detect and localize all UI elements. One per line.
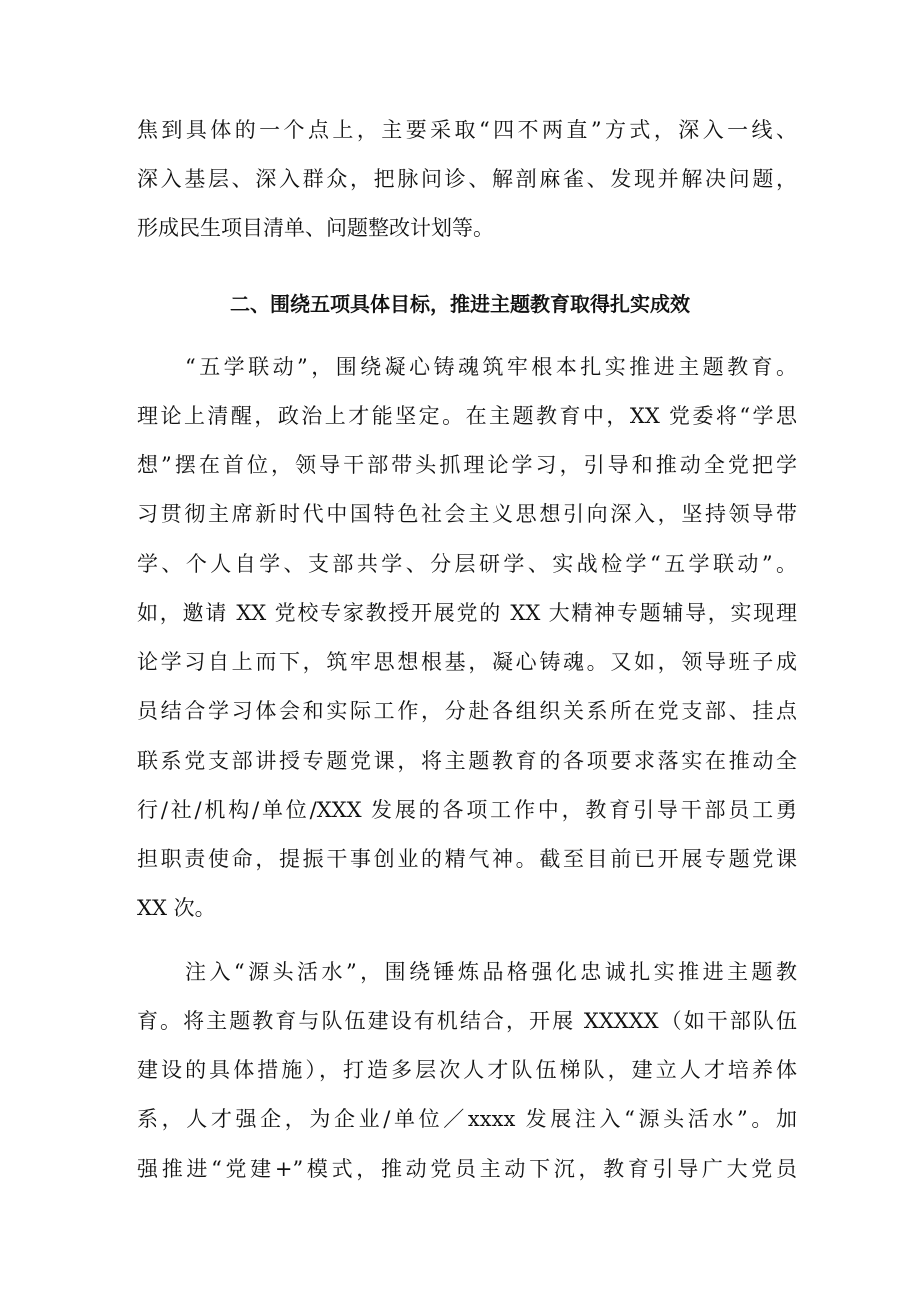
text-line: 行/社/机构/单位/XXX 发展的各项工作中，教育引导干部员工勇 (137, 798, 797, 822)
text-line: 焦到具体的一个点上，主要采取“四不两直”方式，深入一线、 (137, 118, 797, 142)
text-line: 员结合学习体会和实际工作，分赴各组织关系所在党支部、挂点 (137, 699, 797, 723)
text-line: 深入基层、深入群众，把脉问诊、解剖麻雀、发现并解决问题， (137, 167, 797, 191)
section-heading: 二、围绕五项具体目标，推进主题教育取得扎实成效 (230, 292, 690, 316)
text-line: 联系党支部讲授专题党课，将主题教育的各项要求落实在推动全 (137, 749, 797, 773)
text-line: 如，邀请 XX 党校专家教授开展党的 XX 大精神专题辅导，实现理 (137, 601, 797, 625)
text-line: 论学习自上而下，筑牢思想根基，凝心铸魂。又如，领导班子成 (137, 650, 797, 674)
text-line: 习贯彻主席新时代中国特色社会主义思想引向深入，坚持领导带 (137, 502, 797, 526)
text-line: 强推进“党建+”模式，推动党员主动下沉，教育引导广大党员 (137, 1157, 797, 1181)
text-line: 育。将主题教育与队伍建设有机结合，开展 XXXXX（如干部队伍 (137, 1009, 797, 1033)
text-line: “五学联动”，围绕凝心铸魂筑牢根本扎实推进主题教育。 (185, 355, 797, 379)
text-line: 学、个人自学、支部共学、分层研学、实战检学“五学联动”。 (137, 552, 797, 576)
text-line: 形成民生项目清单、问题整改计划等。 (137, 216, 494, 240)
text-line: 注入“源头活水”，围绕锤炼品格强化忠诚扎实推进主题教 (185, 960, 797, 984)
text-line: 系，人才强企，为企业/单位／xxxx 发展注入“源头活水”。加 (137, 1107, 797, 1131)
text-line: 想”摆在首位，领导干部带头抓理论学习，引导和推动全党把学 (137, 453, 797, 477)
text-line: 理论上清醒，政治上才能坚定。在主题教育中，XX 党委将“学思 (137, 404, 797, 428)
text-line: 建设的具体措施），打造多层次人才队伍梯队，建立人才培养体 (137, 1058, 797, 1082)
text-line: 担职责使命，提振干事创业的精气神。截至目前已开展专题党课 (137, 847, 797, 871)
text-line: XX 次。 (137, 896, 216, 920)
